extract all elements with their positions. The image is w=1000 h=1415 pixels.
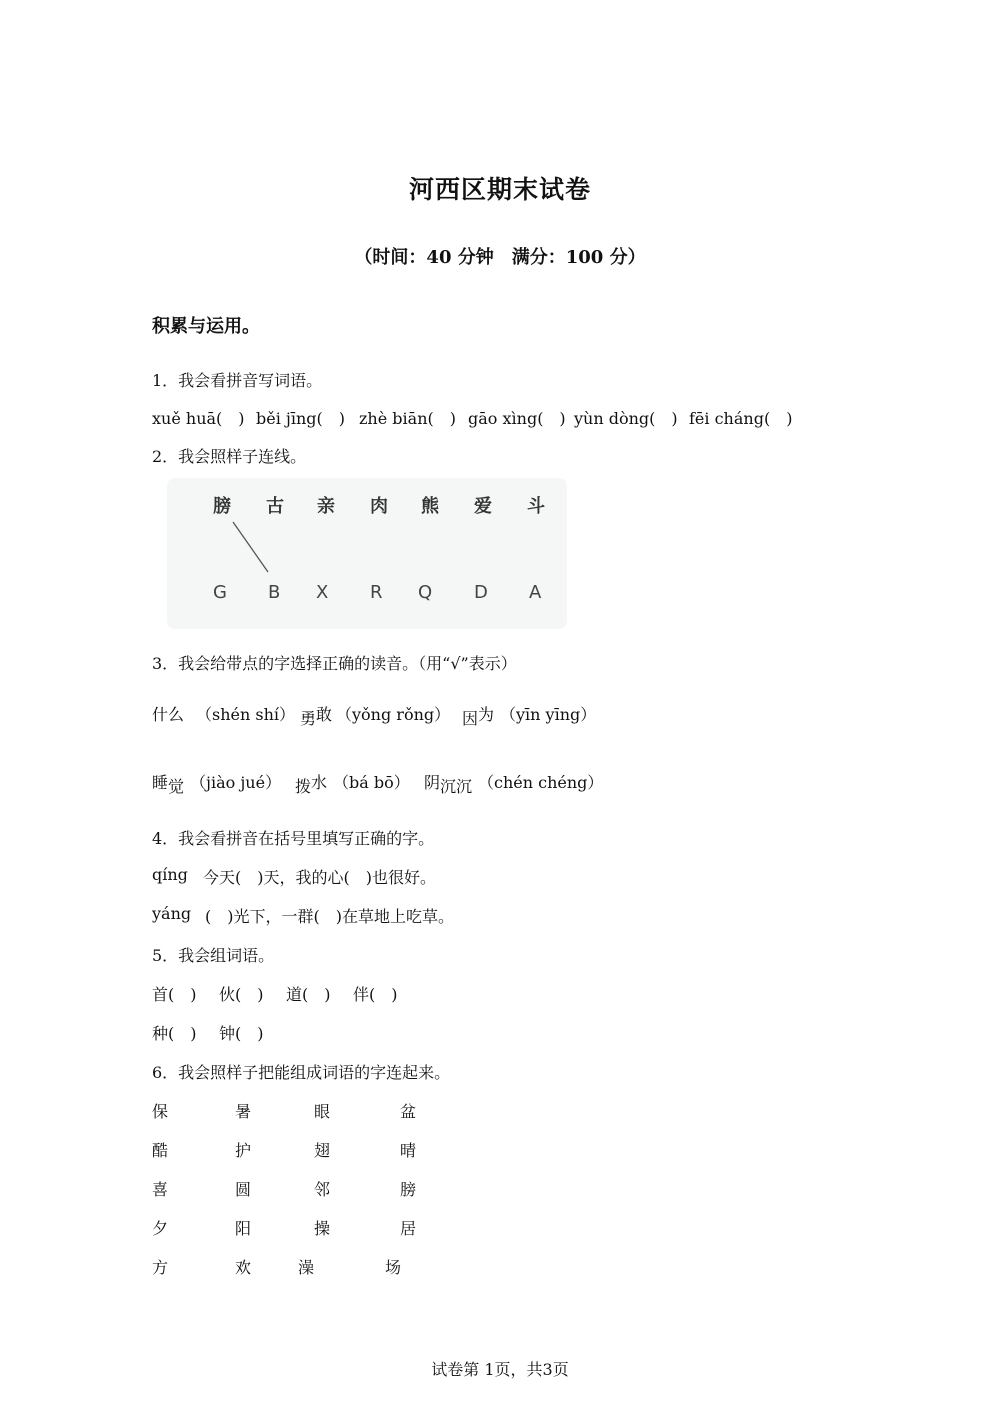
word-blank: 道( ) xyxy=(286,985,331,1004)
figure-char: 爱 xyxy=(474,496,492,517)
q1-item: gāo xìng( ) xyxy=(468,409,566,428)
exam-title: 河西区期末试卷 xyxy=(408,175,591,204)
word-blank: 种( ) xyxy=(152,1024,197,1043)
figure-letter: G xyxy=(213,582,227,603)
pinyin-options: （jiào jué） xyxy=(190,773,282,792)
word-char: 阴 xyxy=(424,773,441,792)
q1-item: yùn dòng( ) xyxy=(574,409,678,428)
page-footer: 试卷第 1页，共3页 xyxy=(431,1360,569,1379)
char-cell: 盆 xyxy=(400,1102,417,1121)
char-cell: 夕 xyxy=(152,1219,169,1238)
word-char: 为 xyxy=(478,705,495,724)
figure-letter: X xyxy=(316,582,329,603)
figure-char: 膀 xyxy=(213,496,231,517)
pinyin-options: （yīn yīng） xyxy=(500,705,597,724)
q1-item: běi jīng( ) xyxy=(256,409,346,428)
char-cell: 邻 xyxy=(314,1180,331,1199)
q1-prompt: 1．我会看拼音写词语。 xyxy=(152,371,323,390)
q3-prompt: 3．我会给带点的字选择正确的读音。（用“√”表示） xyxy=(152,654,517,673)
char-cell: 操 xyxy=(314,1219,331,1238)
char-cell: 澡 xyxy=(298,1258,315,1277)
char-cell: 阳 xyxy=(235,1219,252,1238)
fill-sentence: ( )光下，一群( )在草地上吃草。 xyxy=(205,907,454,926)
char-cell: 翅 xyxy=(314,1141,331,1160)
char-cell: 保 xyxy=(152,1102,169,1121)
word-blank: 首( ) xyxy=(152,985,197,1004)
pinyin-options: （shén shí） xyxy=(196,705,296,724)
section-heading: 积累与运用。 xyxy=(152,316,260,337)
word-char: 水 xyxy=(311,773,328,792)
figure-letter: R xyxy=(370,582,383,603)
word-char-dotted: 么 xyxy=(168,705,185,724)
exam-subtitle: （时间：40 分钟 满分：100 分） xyxy=(354,247,646,268)
q2-prompt: 2．我会照样子连线。 xyxy=(152,447,307,466)
word-char-dotted: 勇 xyxy=(300,709,317,728)
char-cell: 喜 xyxy=(152,1180,169,1199)
figure-letter: A xyxy=(529,582,542,603)
char-cell: 晴 xyxy=(400,1141,417,1160)
word-char: 什 xyxy=(152,705,169,724)
char-cell: 圆 xyxy=(235,1180,252,1199)
char-cell: 欢 xyxy=(235,1258,252,1277)
figure-letter: D xyxy=(474,582,488,603)
char-cell: 场 xyxy=(385,1258,402,1277)
char-cell: 膀 xyxy=(400,1180,417,1199)
char-cell: 居 xyxy=(400,1219,417,1238)
pinyin-hint: yáng xyxy=(152,904,192,923)
figure-char: 熊 xyxy=(421,496,439,517)
figure-char: 亲 xyxy=(317,496,335,517)
pinyin-hint: qíng xyxy=(152,865,188,884)
word-blank: 伴( ) xyxy=(353,985,398,1004)
word-blank: 伙( ) xyxy=(219,985,264,1004)
figure-char: 肉 xyxy=(370,496,388,517)
char-cell: 暑 xyxy=(235,1102,252,1121)
word-char-dotted: 沉沉 xyxy=(440,777,473,796)
word-char-dotted: 觉 xyxy=(168,777,185,796)
word-char: 睡 xyxy=(152,773,169,792)
q1-item: zhè biān( ) xyxy=(359,409,456,428)
char-cell: 酷 xyxy=(152,1141,169,1160)
q1-item: fēi cháng( ) xyxy=(689,409,793,428)
fill-sentence: 今天( )天，我的心( )也很好。 xyxy=(203,868,436,887)
pinyin-options: （bá bō） xyxy=(333,773,410,792)
figure-letter: Q xyxy=(418,582,433,603)
char-cell: 方 xyxy=(152,1258,169,1277)
q6-prompt: 6．我会照样子把能组成词语的字连起来。 xyxy=(152,1063,451,1082)
char-cell: 眼 xyxy=(314,1102,331,1121)
figure-char: 古 xyxy=(266,496,284,517)
q4-prompt: 4．我会看拼音在括号里填写正确的字。 xyxy=(152,829,435,848)
matching-figure xyxy=(167,478,567,629)
word-char: 敢 xyxy=(316,705,333,724)
word-blank: 钟( ) xyxy=(219,1024,264,1043)
figure-letter: B xyxy=(268,582,281,603)
q5-prompt: 5．我会组词语。 xyxy=(152,946,275,965)
q1-item: xuě huā( ) xyxy=(152,409,245,428)
example-connector-line xyxy=(167,478,567,629)
pinyin-options: （yǒng rǒng） xyxy=(336,705,451,724)
word-char-dotted: 因 xyxy=(462,709,479,728)
pinyin-options: （chén chéng） xyxy=(478,773,604,792)
char-cell: 护 xyxy=(235,1141,252,1160)
word-char-dotted: 拨 xyxy=(295,777,312,796)
figure-char: 斗 xyxy=(527,496,545,517)
